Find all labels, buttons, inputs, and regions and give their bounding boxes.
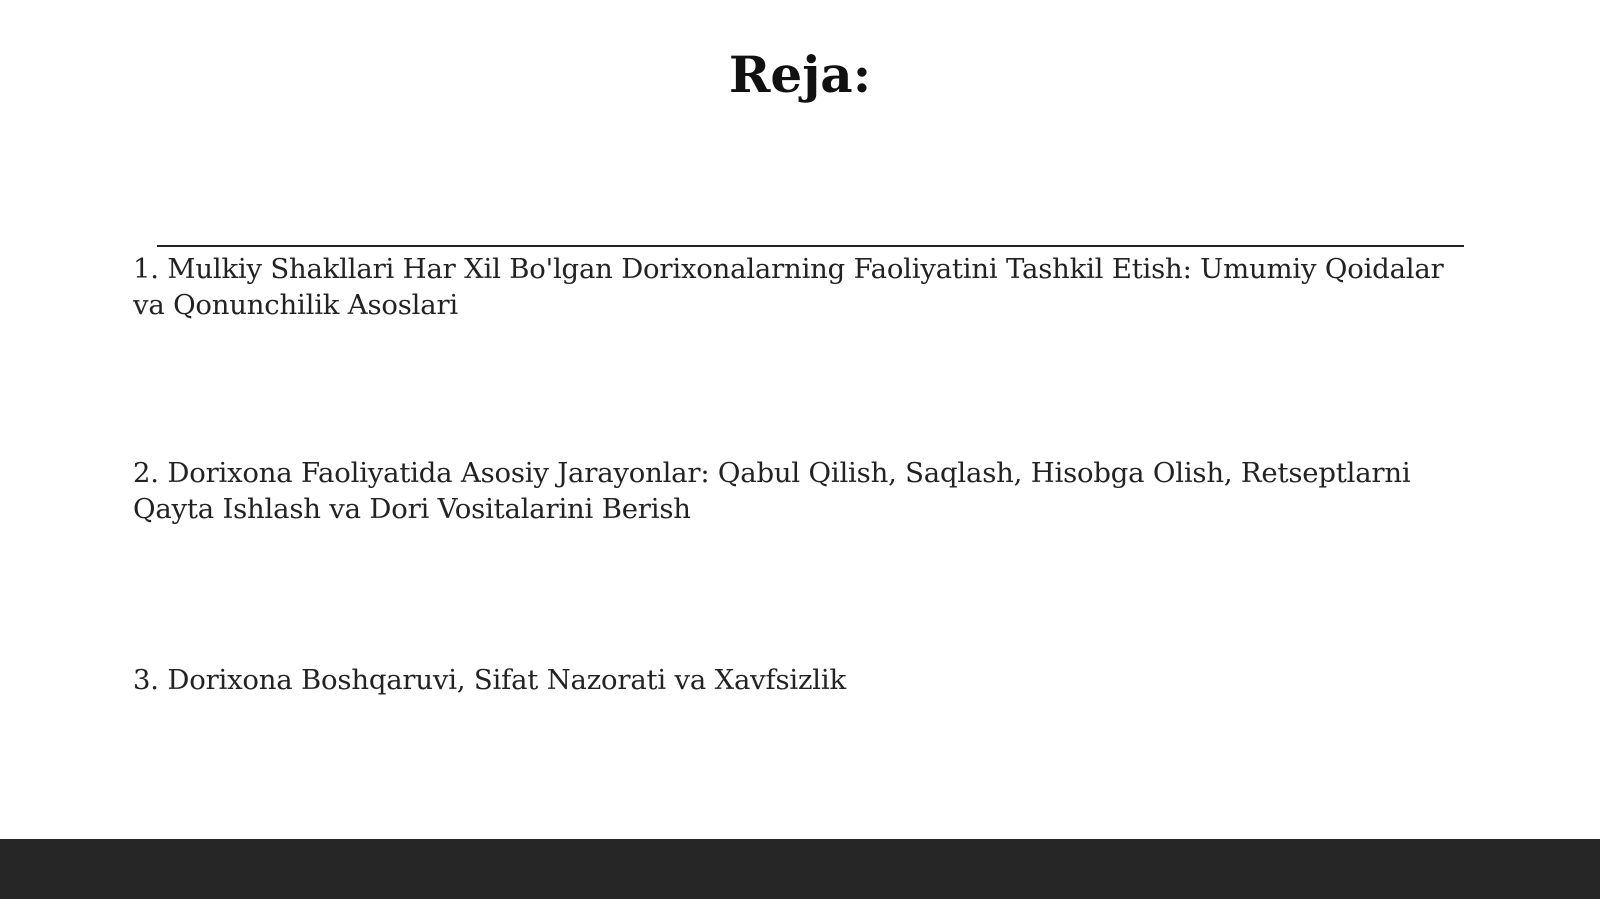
plan-item-3: 3. Dorixona Boshqaruvi, Sifat Nazorati va Xavfsizlik xyxy=(133,664,846,696)
title-divider xyxy=(157,245,1464,247)
plan-item-1: 1. Mulkiy Shakllari Har Xil Bo'lgan Dorixonalarning Faoliyatini Tashkil Etish: Umumiy Qoidalar va Qonunchilik Asoslari xyxy=(133,253,1444,321)
footer-bar xyxy=(0,839,1600,899)
slide-title: Reja: xyxy=(728,45,872,104)
plan-item-2: 2. Dorixona Faoliyatida Asosiy Jarayonlar: Qabul Qilish, Saqlash, Hisobga Olish, Retseptlarni Qayta Ishlash va Dori Vositalarini Berish xyxy=(133,457,1411,525)
